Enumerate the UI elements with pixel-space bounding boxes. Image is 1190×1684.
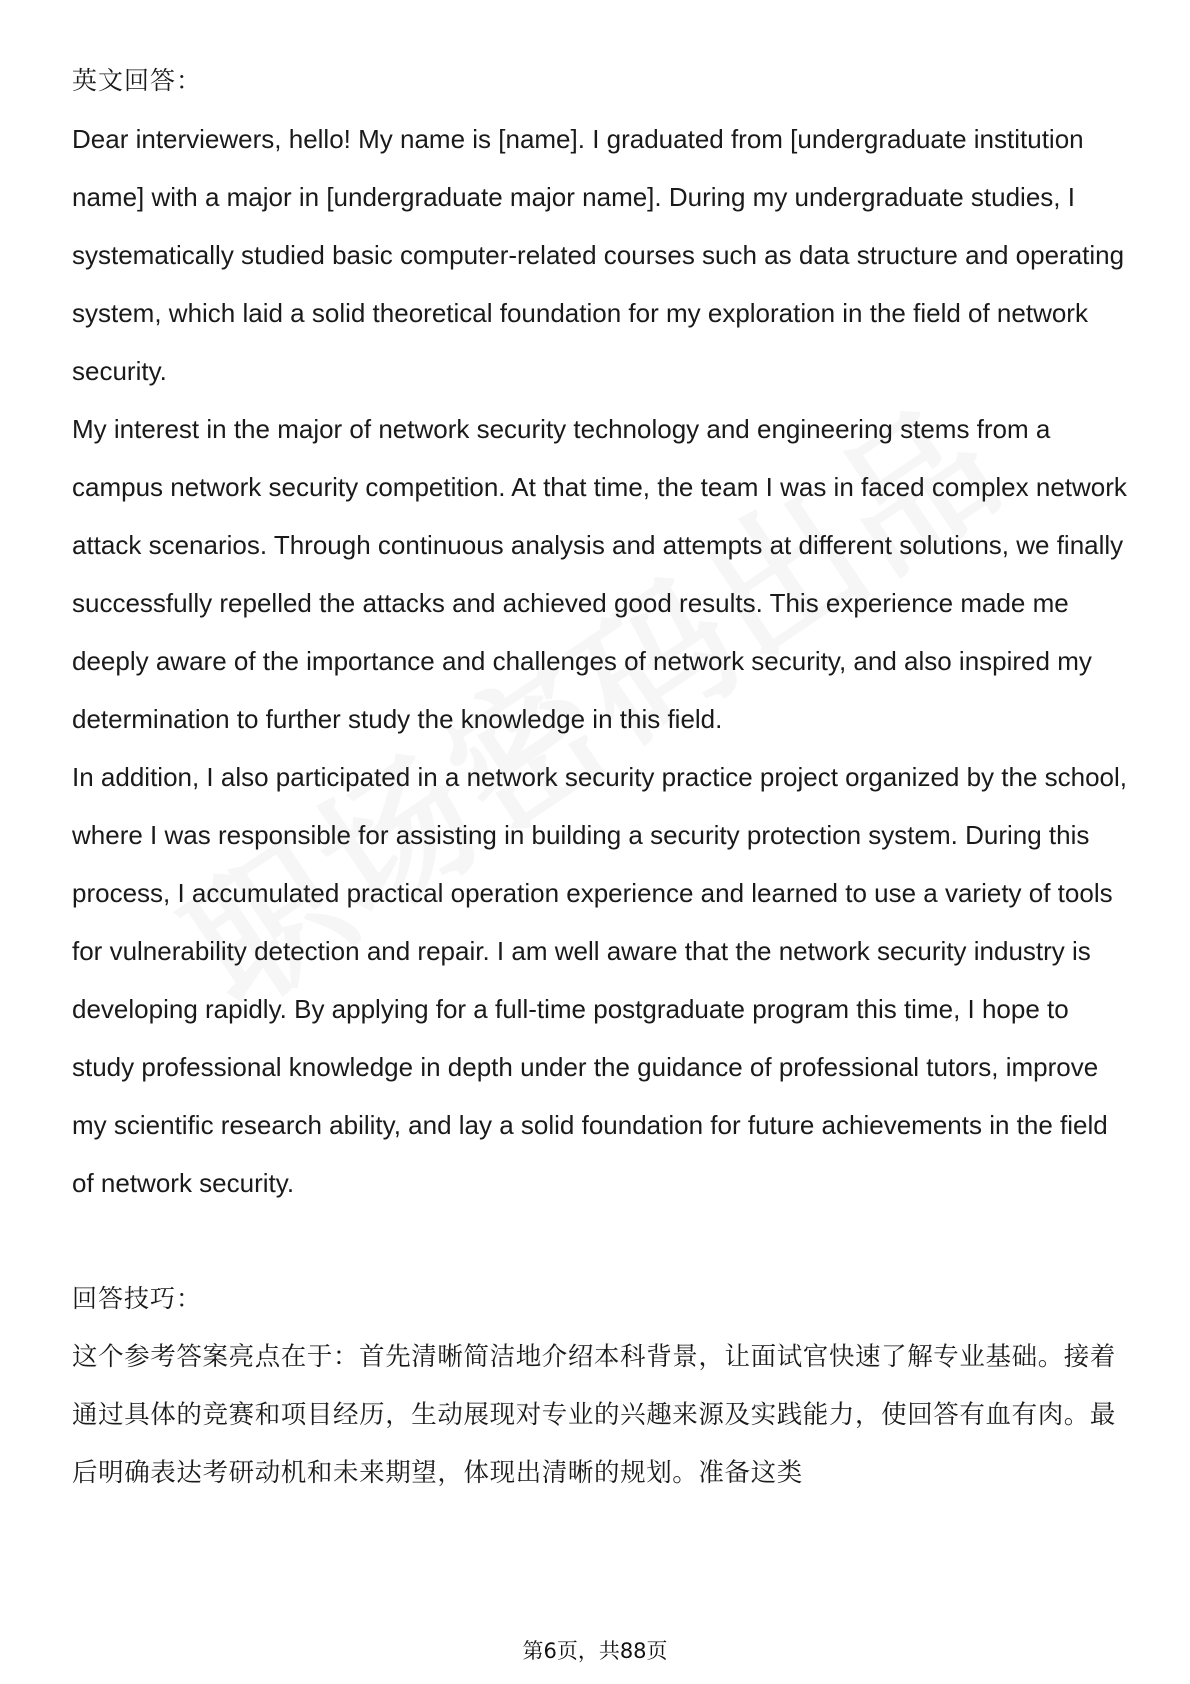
page-number: 第6页，共88页	[522, 1639, 668, 1663]
answer-tips-heading: 回答技巧：	[72, 1284, 203, 1313]
document-body	[72, 52, 1132, 1502]
section-gap	[72, 1212, 1132, 1270]
english-paragraph-1: Dear interviewers, hello! My name is [name]. I graduated from [undergraduate institution name] with a major in [undergraduate major name]. During my undergraduate studies, I systematically studied basic computer-related courses such as data structure and operating system, which laid a solid theoretical foundation for my exploration in the field of network security.	[72, 124, 1125, 386]
answer-tips-paragraph: 这个参考答案亮点在于：首先清晰简洁地介绍本科背景，让面试官快速了解专业基础。接着通过具体的竞赛和项目经历，生动展现对专业的兴趣来源及实践能力，使回答有血有肉。最后明确表达考研动机和未来期望，体现出清晰的规划。准备这类	[72, 1342, 1117, 1488]
english-paragraph-3: In addition, I also participated in a network security practice project organized by the school, where I was responsible for assisting in building a security protection system. During this process, I accumulated practical operation experience and learned to use a variety of tools for vulnerability detection and repair. I am well aware that the network security industry is developing rapidly. By applying for a full-time postgraduate program this time, I hope to study professional knowledge in depth under the guidance of professional tutors, improve my scientific research ability, and lay a solid foundation for future achievements in the field of network security.	[72, 762, 1128, 1198]
english-paragraph-2: My interest in the major of network security technology and engineering stems from a campus network security competition. At that time, the team I was in faced complex network attack scenarios. Through continuous analysis and attempts at different solutions, we finally successfully repelled the attacks and achieved good results. This experience made me deeply aware of the importance and challenges of network security, and also inspired my determination to further study the knowledge in this field.	[72, 414, 1127, 734]
english-answer-heading: 英文回答：	[72, 66, 203, 95]
